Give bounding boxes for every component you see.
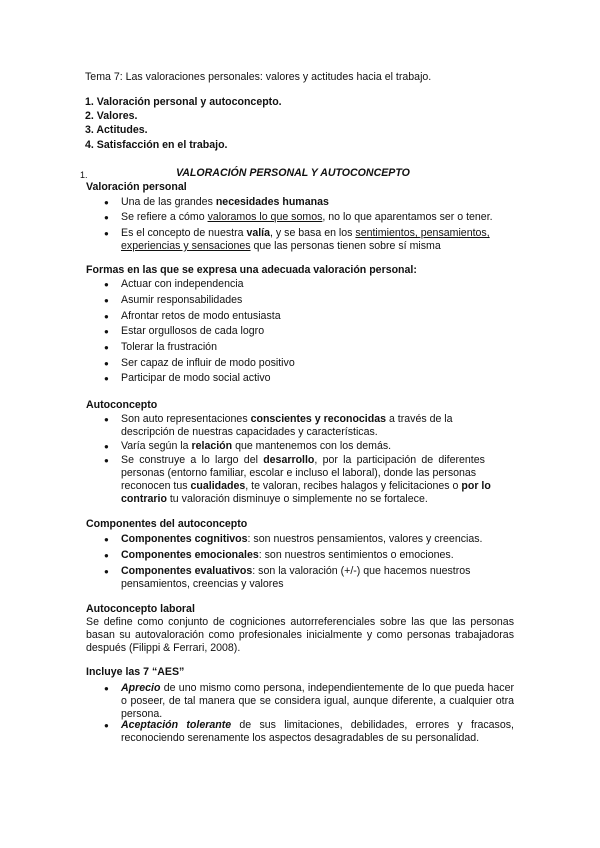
bullet-icon: ● (104, 296, 109, 305)
autoconcepto-item-3-line-1: Se construye a lo largo del desarrollo, por la participación de diferentes (121, 454, 485, 466)
bullet-icon: ● (104, 312, 109, 321)
bullet-icon: ● (104, 415, 109, 424)
formas-title: Formas en las que se expresa una adecuada valoración personal: (86, 264, 417, 276)
bullet-icon: ● (104, 374, 109, 383)
autoconcepto-item-2: Varía según la relación que mantenemos con los demás. (121, 440, 392, 452)
aes-item-1: Aprecio de uno mismo como persona, independientemente de lo que pueda hacer o poseer, de tal manera que se considera igual, aunque diferente, a cualquier otra persona. (121, 682, 514, 720)
bullet-icon: ● (104, 535, 109, 544)
valoracion-item-3-line-1: Es el concepto de nuestra valía, y se basa en los sentimientos, pensamientos, (121, 227, 490, 239)
valoracion-item-2: Se refiere a cómo valoramos lo que somos, no lo que aparentamos ser o tener. (121, 211, 493, 223)
bullet-icon: ● (104, 551, 109, 560)
bullet-icon: ● (104, 198, 109, 207)
aes-item-2: Aceptación tolerante de sus limitaciones, debilidades, errores y fracasos, reconociendo serenamente los aspectos desagradables de su personalidad. (121, 719, 514, 744)
formas-item: Tolerar la frustración (121, 341, 217, 353)
formas-item: Participar de modo social activo (121, 372, 271, 384)
autoconcepto-item-1-line-2: descripción de nuestras capacidades y características. (121, 426, 378, 438)
autoconcepto-item-1-line-1: Son auto representaciones conscientes y reconocidas a través de la (121, 413, 453, 425)
autoconcepto-item-3-line-2: personas (entorno familiar, escolar e incluso el laboral), donde las personas (121, 467, 477, 479)
componentes-item-1: Componentes cognitivos: son nuestros pensamientos, valores y creencias. (121, 533, 483, 545)
valoracion-item-1: Una de las grandes necesidades humanas (121, 196, 329, 208)
aes-title: Incluye las 7 “AES” (86, 666, 185, 678)
bullet-icon: ● (104, 343, 109, 352)
componentes-item-3-line-1: Componentes evaluativos: son la valoración (+/-) que hacemos nuestros (121, 565, 471, 577)
formas-item: Actuar con independencia (121, 278, 244, 290)
bullet-icon: ● (104, 359, 109, 368)
valoracion-item-3-line-2: experiencias y sensaciones que las personas tienen sobre sí misma (121, 240, 441, 252)
formas-item: Asumir responsabilidades (121, 294, 243, 306)
laboral-title: Autoconcepto laboral (86, 603, 195, 615)
bullet-icon: ● (104, 567, 109, 576)
autoconcepto-item-3-line-4: contrario tu valoración disminuye o simplemente no se fortalece. (121, 493, 428, 505)
valoracion-title: Valoración personal (86, 181, 187, 193)
section-number: 1. (80, 170, 88, 180)
document-title: Tema 7: Las valoraciones personales: valores y actitudes hacia el trabajo. (85, 71, 432, 83)
formas-item: Estar orgullosos de cada logro (121, 325, 265, 337)
componentes-item-3-line-2: pensamientos, creencias y valores (121, 578, 284, 590)
autoconcepto-item-3-line-3: reconocen tus cualidades, te valoran, recibes halagos y felicitaciones o por lo (121, 480, 491, 492)
bullet-icon: ● (104, 327, 109, 336)
bullet-icon: ● (104, 721, 109, 730)
componentes-item-2: Componentes emocionales: son nuestros sentimientos o emociones. (121, 549, 454, 561)
bullet-icon: ● (104, 229, 109, 238)
toc-item-3: 3. Actitudes. (85, 124, 148, 136)
toc-item-4: 4. Satisfacción en el trabajo. (85, 139, 228, 151)
bullet-icon: ● (104, 442, 109, 451)
toc-item-2: 2. Valores. (85, 110, 138, 122)
bullet-icon: ● (104, 213, 109, 222)
componentes-title: Componentes del autoconcepto (86, 518, 248, 530)
autoconcepto-title: Autoconcepto (86, 399, 158, 411)
bullet-icon: ● (104, 280, 109, 289)
formas-item: Afrontar retos de modo entusiasta (121, 310, 281, 322)
section-heading: VALORACIÓN PERSONAL Y AUTOCONCEPTO (176, 167, 410, 179)
laboral-paragraph: Se define como conjunto de cogniciones autorreferenciales sobre las que las personas basan su autovaloración como profesionales inicialmente y como personas trabajadoras después (Filippi & Ferrari, 2008). (86, 616, 514, 654)
bullet-icon: ● (104, 684, 109, 693)
toc-item-1: 1. Valoración personal y autoconcepto. (85, 96, 282, 108)
formas-item: Ser capaz de influir de modo positivo (121, 357, 295, 369)
bullet-icon: ● (104, 456, 109, 465)
